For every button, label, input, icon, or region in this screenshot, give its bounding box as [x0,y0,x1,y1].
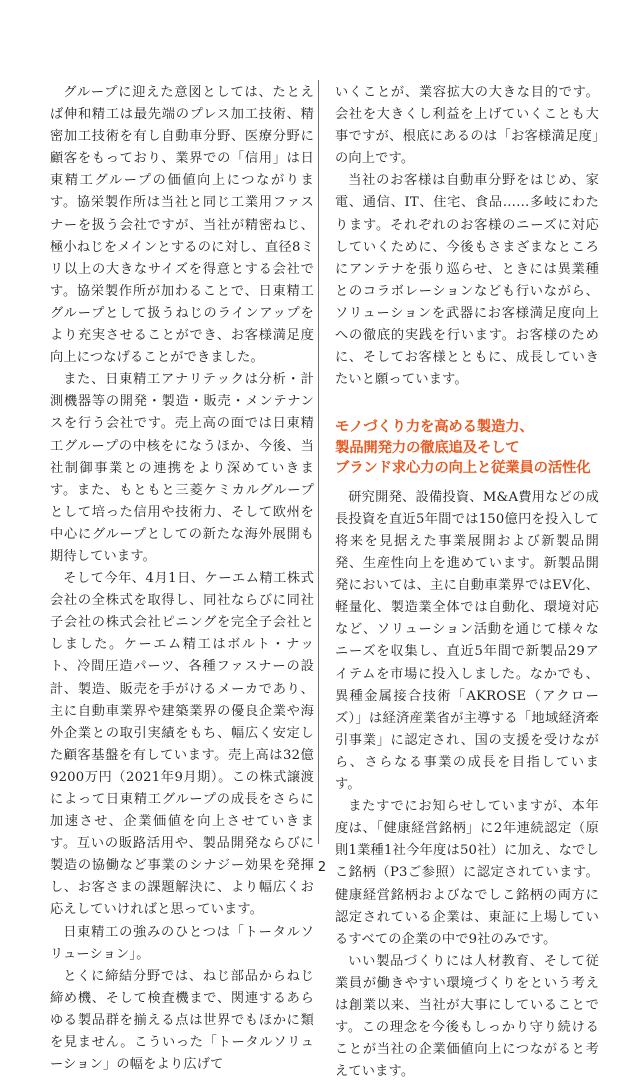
body-paragraph: グループに迎えた意図としては、たとえば伸和精工は最先端のプレス加工技術、精密加工技術を有し自動車分野、医療分野に顧客をもっており、業界での「信用」は日東精工グループの価値向上につながります。協栄製作所は当社と同じ工業用ファスナーを扱う会社ですが、当社が精密ねじ、極小ねじをメインとするのに対し、直径8ミリ以上の大きなサイズを得意とする会社です。協栄製作所が加わることで、日東精工グループとして扱うねじのラインアップをより充実させることができ、お客様満足度向上につなげることができました。 [50,85,314,366]
body-paragraph: いくことが、業容拡大の大きな目的です。会社を大きくし利益を上げていくことも大事ですが、根底にあるのは「お客様満足度」の向上です。 [335,85,599,167]
right-column [335,82,599,1083]
section-heading-line: 製品開発力の徹底追及そして [335,439,520,456]
left-column [50,82,314,1076]
body-paragraph: とくに締結分野では、ねじ部品からねじ締め機、そして検査機まで、関連するあらゆる製品群を揃える点は世界でもほかに類を見ません。こういった「トータルソリューション」の幅をより広げて [50,968,314,1073]
body-paragraph: いい製品づくりには人材教育、そして従業員が働きやすい環境づくりをという考えは創業以来、当社が大事にしていることです。この理念を今後もしっかり守り続けることが当社の企業価値向上につながると考えています。 [335,953,599,1080]
body-paragraph: 研究開発、設備投資、M&A費用などの成長投資を直近5年間では150億円を投入して将来を見据えた事業展開および新製品開発、生産性向上を進めています。新製品開発においては、主に自動車業界ではEV化、軽量化、製造業全体では自動化、環境対応など、ソリューション活動を通じて様々なニーズを収集し、直近5年間で新製品29アイテムを市場に投入しました。なかでも、異種金属接合技術「AKROSE（アクローズ）」は経済産業省が主導する「地域経済牽引事業」に認定され、国の支援を受けながら、さらなる事業の成長を目指しています。 [335,489,599,793]
page-number: 2 [317,860,327,875]
column-divider [318,80,319,844]
body-paragraph: 日東精工の強みのひとつは「トータルソリューション」。 [50,924,314,962]
section-heading [335,417,599,479]
section-heading-line: ブランド求心力の向上と従業員の活性化 [335,460,591,477]
body-paragraph: また、日東精工アナリテックは分析・計測機器等の開発・製造・販売・メンテナンスを行う会社です。売上高の面では日東精工グループの中核をになうほか、今後、当社制御事業との連携をより深めていきます。また、もともと三菱ケミカルグループとして培った信用や技術力、そして欧州を中心にグループとしての新たな海外展開も期待しています。 [50,372,314,564]
body-paragraph: またすでにお知らせしていますが、本年度は、「健康経営銘柄」に2年連続認定（原則1業種1社今年度は50社）に加え、なでしこ銘柄（P3ご参照）に認定されています。健康経営銘柄およびなでしこ銘柄の両方に認定されている企業は、東証に上場しているすべての企業の中で9社のみです。 [335,799,599,947]
section-heading-line: モノづくり力を高める製造力、 [335,419,534,436]
body-paragraph: 当社のお客様は自動車分野をはじめ、家電、通信、IT、住宅、食品……多岐にわたります。それぞれのお客様のニーズに対応していくために、今後もさまざまなところにアンテナを張り巡らせ、ときには異業種とのコラボレーションなども行いながら、ソリューションを武器にお客様満足度向上への徹底的実践を行います。お客様のために、そしてお客様とともに、成長していきたいと願っています。 [335,173,599,388]
body-paragraph: そして今年、4月1日、ケーエム精工株式会社の全株式を取得し、同社ならびに同社子会社の株式会社ピニングを完全子会社としました。ケーエム精工はボルト・ナット、冷間圧造パーツ、各種ファスナーの設計、製造、販売を手がけるメーカであり、主に自動車業界や建築業界の優良企業や海外企業との取引実績をもち、幅広く安定した顧客基盤を有しています。売上高は32億9200万円（2021年9月期）。この株式譲渡によって日東精工グループの成長をさらに加速させ、企業価値を向上させていきます。互いの販路活用や、製品開発ならびに製造の協働など事業のシナジー効果を発揮し、お客さまの課題解決に、より幅広くお応えしていければと思っています。 [50,571,314,918]
